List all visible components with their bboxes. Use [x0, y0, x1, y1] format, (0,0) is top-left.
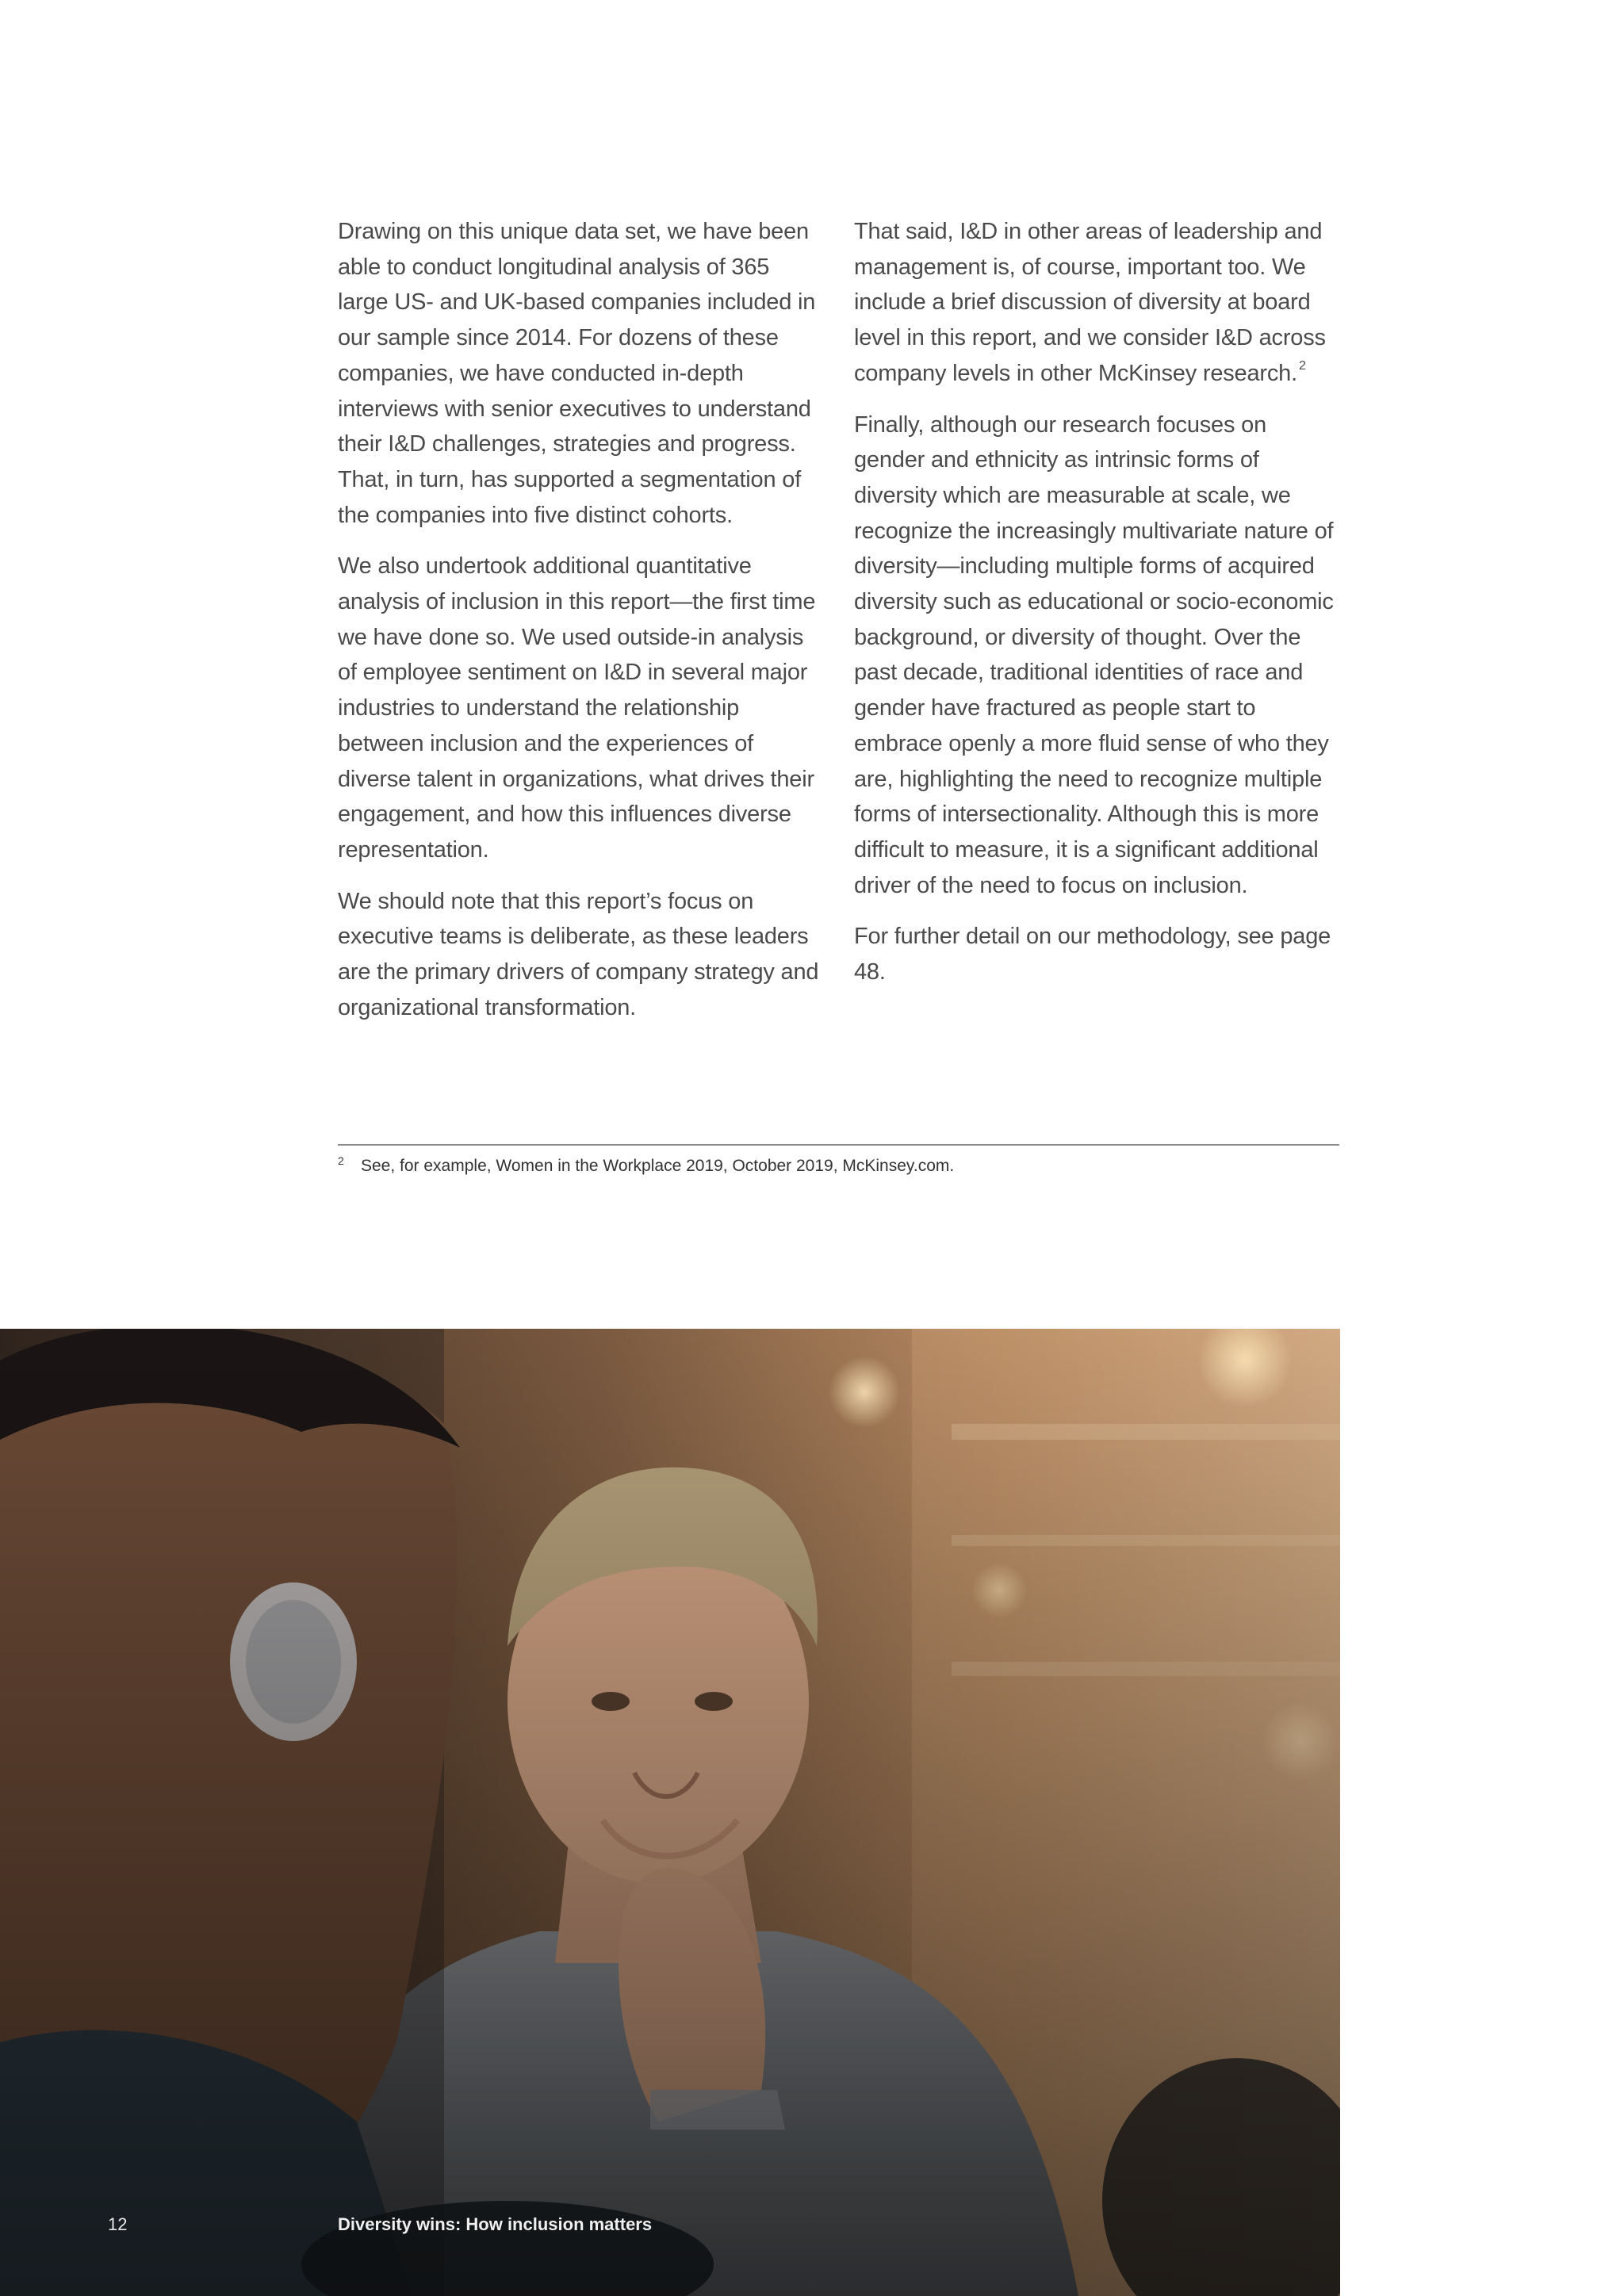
paragraph: For further detail on our methodology, see page 48.	[854, 924, 1331, 985]
body-column-right	[854, 214, 1342, 1006]
paragraph: We should note that this report’s focus on executive teams is deliberate, as these leaders are the primary drivers of company strategy and organizational transformation.	[338, 888, 819, 1020]
footnote-text: See, for example, Women in the Workplace 2019, October 2019, McKinsey.com.	[361, 1157, 955, 1175]
footnote	[338, 1148, 1339, 1179]
footnote-divider	[338, 1144, 1339, 1146]
footnote-number: 2	[338, 1154, 344, 1167]
page-number: 12	[108, 2214, 128, 2234]
body-column-left	[338, 214, 825, 1041]
photo-two-men-in-discussion	[0, 1329, 1340, 2296]
paragraph: We also undertook additional quantitative analysis of inclusion in this report—the first time we have done so. We used outside-in analysis of employee sentiment on I&D in several major industries to understand the relationship between inclusion and the experiences of diverse talent in organizations, what drives their engagement, and how this influences diverse representation.	[338, 553, 816, 863]
running-title: Diversity wins: How inclusion matters	[338, 2214, 653, 2234]
footnote-reference[interactable]: 2	[1298, 358, 1306, 373]
paragraph: Drawing on this unique data set, we have been able to conduct longitudinal analysis of 365 large US- and UK-based companies included in our sample since 2014. For dozens of these companies, we have conducted in-depth interviews with senior executives to understand their I&D challenges, strategies and progress. That, in turn, has supported a segmentation of the companies into five distinct cohorts.	[338, 219, 816, 528]
paragraph: Finally, although our research focuses on gender and ethnicity as intrinsic forms of diversity which are measurable at scale, we recognize the increasingly multivariate nature of diversity—including multiple forms of acquired diversity such as educational or socio-economic background, or diversity of thought. Over the past decade, traditional identities of race and gender have fractured as people start to embrace openly a more fluid sense of who they are, highlighting the need to recognize multiple forms of intersectionality. Although this is more difficult to measure, it is a significant additional driver of the need to focus on inclusion.	[854, 411, 1334, 898]
paragraph	[854, 214, 1342, 392]
paragraph-text: That said, I&D in other areas of leadership and management is, of course, important too. We include a brief discussion of diversity at board level in this report, and we consider I&D across company levels in other McKinsey research.	[854, 219, 1326, 386]
